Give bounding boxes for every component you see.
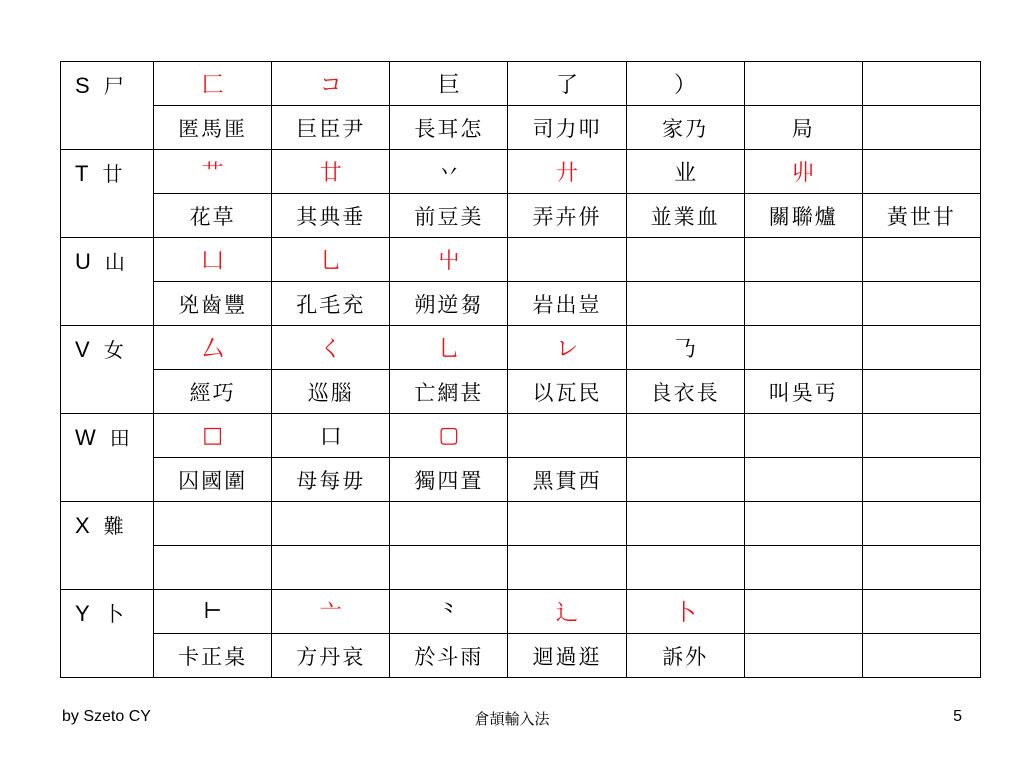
footer-title: 倉頡輸入法	[474, 710, 550, 728]
stroke-cell	[862, 238, 980, 282]
example-row	[61, 370, 981, 414]
key-letter: T	[75, 161, 89, 186]
stroke-cell	[862, 414, 980, 458]
key-cell	[61, 590, 154, 678]
stroke-row	[61, 502, 981, 546]
example-cell: 其典垂	[272, 194, 390, 238]
example-cell: 花草	[154, 194, 272, 238]
example-cell: 良衣長	[626, 370, 744, 414]
example-cell: 黑貫西	[508, 458, 626, 502]
stroke-glyph: レ	[556, 337, 579, 362]
stroke-cell	[390, 502, 508, 546]
example-cell: 前豆美	[390, 194, 508, 238]
stroke-cell	[862, 150, 980, 194]
key-letter: Y	[75, 601, 90, 626]
stroke-cell	[862, 502, 980, 546]
example-cell: 叫吳丐	[744, 370, 862, 414]
stroke-cell	[154, 62, 272, 106]
example-cell	[862, 458, 980, 502]
stroke-cell	[744, 150, 862, 194]
stroke-cell	[508, 150, 626, 194]
key-radical: 田	[109, 426, 130, 450]
example-cell: 孔毛充	[272, 282, 390, 326]
stroke-glyph: 丱	[792, 161, 815, 186]
stroke-cell	[272, 238, 390, 282]
stroke-cell	[626, 414, 744, 458]
stroke-cell	[154, 326, 272, 370]
stroke-cell	[154, 150, 272, 194]
stroke-cell	[508, 590, 626, 634]
stroke-glyph: コ	[319, 73, 342, 98]
stroke-cell	[862, 326, 980, 370]
stroke-glyph: 丷	[437, 161, 460, 186]
stroke-row	[61, 150, 981, 194]
stroke-glyph: 口	[319, 425, 342, 450]
example-cell: 匿馬匪	[154, 106, 272, 150]
stroke-cell	[154, 414, 272, 458]
key-cell	[61, 150, 154, 238]
example-cell	[744, 546, 862, 590]
stroke-glyph: 廿	[319, 161, 342, 186]
stroke-cell	[508, 414, 626, 458]
stroke-cell	[390, 62, 508, 106]
example-row	[61, 546, 981, 590]
stroke-cell	[390, 590, 508, 634]
example-row	[61, 458, 981, 502]
stroke-cell	[744, 238, 862, 282]
example-cell	[862, 546, 980, 590]
example-cell: 黃世甘	[862, 194, 980, 238]
key-cell	[61, 502, 154, 590]
stroke-glyph: 匚	[201, 73, 224, 98]
example-cell	[744, 282, 862, 326]
footer-page-number: 5	[953, 708, 962, 725]
key-letter: S	[75, 73, 90, 98]
stroke-row	[61, 62, 981, 106]
example-cell	[862, 634, 980, 678]
stroke-glyph: 了	[556, 73, 579, 98]
example-cell: 經巧	[154, 370, 272, 414]
stroke-row	[61, 238, 981, 282]
stroke-glyph: □	[202, 423, 224, 448]
example-cell: 兇齒豐	[154, 282, 272, 326]
stroke-cell	[154, 590, 272, 634]
key-letter: U	[75, 249, 91, 274]
stroke-glyph: 廾	[556, 161, 579, 186]
stroke-glyph: 屮	[437, 249, 460, 274]
stroke-row	[61, 590, 981, 634]
stroke-glyph: 巨	[437, 73, 460, 98]
stroke-cell	[744, 414, 862, 458]
stroke-cell	[744, 326, 862, 370]
example-cell: 母每毋	[272, 458, 390, 502]
key-radical: 難	[103, 514, 124, 538]
stroke-glyph: 卜	[674, 601, 697, 626]
example-row	[61, 106, 981, 150]
stroke-cell	[508, 502, 626, 546]
example-cell	[744, 634, 862, 678]
example-cell: 方丹哀	[272, 634, 390, 678]
example-cell: 於斗雨	[390, 634, 508, 678]
example-cell: 亡網甚	[390, 370, 508, 414]
stroke-glyph: 凵	[201, 249, 224, 274]
example-cell: 獨四置	[390, 458, 508, 502]
stroke-glyph: く	[319, 337, 342, 362]
example-cell: 家乃	[626, 106, 744, 150]
example-cell: 關聯爐	[744, 194, 862, 238]
stroke-glyph: 乚	[437, 337, 460, 362]
stroke-cell	[390, 414, 508, 458]
key-cell	[61, 414, 154, 502]
stroke-row	[61, 414, 981, 458]
key-radical: 女	[103, 338, 124, 362]
stroke-cell	[744, 502, 862, 546]
footer-author: by Szeto CY	[62, 708, 151, 725]
stroke-cell	[862, 590, 980, 634]
example-cell: 長耳怎	[390, 106, 508, 150]
example-cell	[744, 458, 862, 502]
example-cell: 卡正桌	[154, 634, 272, 678]
example-cell	[508, 546, 626, 590]
key-radical: 山	[104, 250, 125, 274]
stroke-glyph: ）	[674, 73, 697, 98]
example-row	[61, 194, 981, 238]
stroke-cell	[508, 326, 626, 370]
key-radical: 卜	[103, 602, 124, 626]
stroke-cell	[626, 62, 744, 106]
example-cell: 巨臣尹	[272, 106, 390, 150]
stroke-cell	[744, 590, 862, 634]
stroke-cell	[744, 62, 862, 106]
key-cell	[61, 326, 154, 414]
stroke-cell	[272, 502, 390, 546]
example-cell	[626, 546, 744, 590]
cangjie-key-table	[60, 61, 981, 678]
example-cell	[862, 370, 980, 414]
stroke-cell	[272, 62, 390, 106]
stroke-cell	[626, 238, 744, 282]
stroke-cell	[508, 238, 626, 282]
example-cell: 朔逆芻	[390, 282, 508, 326]
example-cell: 迴過逛	[508, 634, 626, 678]
example-cell	[154, 546, 272, 590]
example-cell: 弄卉併	[508, 194, 626, 238]
stroke-row	[61, 326, 981, 370]
example-row	[61, 634, 981, 678]
example-cell: 囚國圍	[154, 458, 272, 502]
key-letter: V	[75, 337, 90, 362]
stroke-cell	[390, 150, 508, 194]
example-cell: 局	[744, 106, 862, 150]
stroke-glyph: ▢	[438, 423, 460, 448]
example-cell	[272, 546, 390, 590]
stroke-cell	[626, 326, 744, 370]
stroke-glyph: 亠	[319, 601, 342, 626]
stroke-glyph: 厶	[201, 337, 224, 362]
stroke-glyph: 乚	[319, 249, 342, 274]
stroke-glyph: 艹	[201, 161, 224, 186]
example-cell: 訴外	[626, 634, 744, 678]
stroke-cell	[272, 150, 390, 194]
key-cell	[61, 62, 154, 150]
example-cell	[390, 546, 508, 590]
stroke-glyph: ⺀	[437, 601, 460, 626]
stroke-cell	[390, 238, 508, 282]
stroke-cell	[390, 326, 508, 370]
example-cell: 並業血	[626, 194, 744, 238]
example-cell	[626, 282, 744, 326]
stroke-cell	[508, 62, 626, 106]
stroke-cell	[626, 150, 744, 194]
stroke-cell	[626, 590, 744, 634]
key-radical: 尸	[103, 74, 124, 98]
example-cell	[626, 458, 744, 502]
stroke-cell	[272, 414, 390, 458]
stroke-cell	[862, 62, 980, 106]
key-cell	[61, 238, 154, 326]
key-letter: W	[75, 425, 96, 450]
key-radical: 廿	[102, 162, 123, 186]
key-letter: X	[75, 513, 90, 538]
example-cell: 司力叩	[508, 106, 626, 150]
example-cell: 巡腦	[272, 370, 390, 414]
example-row	[61, 282, 981, 326]
example-cell: 岩出豈	[508, 282, 626, 326]
example-cell: 以瓦民	[508, 370, 626, 414]
stroke-glyph: ⊢	[203, 599, 223, 624]
stroke-glyph: ⻌	[556, 601, 579, 626]
stroke-cell	[272, 590, 390, 634]
stroke-glyph: 𠄎	[674, 337, 697, 362]
stroke-glyph: 业	[674, 161, 697, 186]
example-cell	[862, 282, 980, 326]
example-cell	[862, 106, 980, 150]
stroke-cell	[154, 502, 272, 546]
stroke-cell	[272, 326, 390, 370]
stroke-cell	[626, 502, 744, 546]
stroke-cell	[154, 238, 272, 282]
